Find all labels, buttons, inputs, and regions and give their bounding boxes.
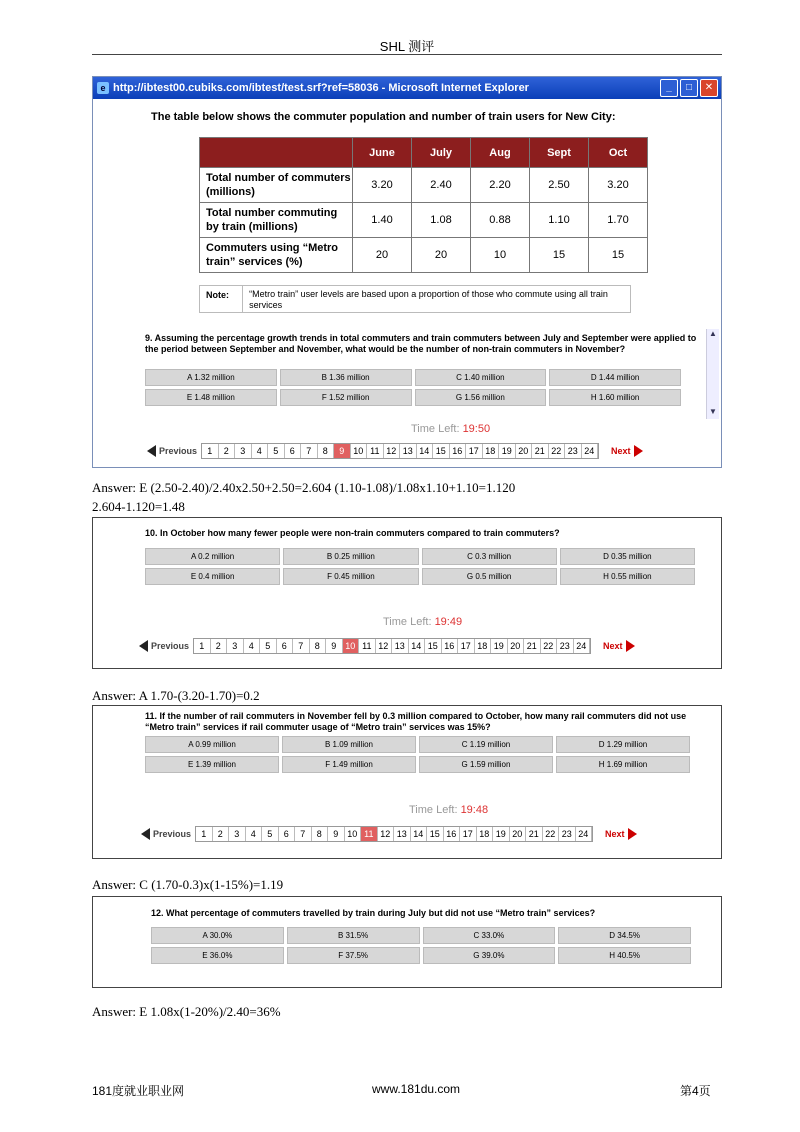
- page-numbers: [201, 443, 599, 459]
- month-header: Oct: [589, 138, 648, 168]
- table-note: [199, 285, 631, 313]
- time-left-label: Time Left:: [409, 804, 458, 816]
- answer-option[interactable]: C 1.40 million: [415, 369, 547, 386]
- page-number[interactable]: 4: [252, 444, 269, 458]
- q12-options: [151, 927, 691, 964]
- scroll-up-icon[interactable]: ▲: [709, 329, 717, 338]
- table-cell: 3.20: [589, 168, 648, 203]
- answer-option[interactable]: G 1.56 million: [415, 389, 547, 406]
- page-number[interactable]: 13: [394, 827, 411, 841]
- question-11-panel: [92, 705, 722, 859]
- answer-option[interactable]: D 34.5%: [558, 927, 691, 944]
- page-number[interactable]: 15: [427, 827, 444, 841]
- question-10: 10. In October how many fewer people were non-train commuters compared to train commuters?: [145, 528, 560, 538]
- next-button[interactable]: [611, 445, 643, 457]
- answer-option[interactable]: D 1.44 million: [549, 369, 681, 386]
- page-number[interactable]: 20: [508, 639, 525, 653]
- answer-option[interactable]: A 30.0%: [151, 927, 284, 944]
- row-label: Commuters using “Metro train” services (%): [200, 238, 353, 273]
- previous-button[interactable]: [141, 828, 191, 840]
- month-header: July: [412, 138, 471, 168]
- page-number[interactable]: 22: [541, 639, 558, 653]
- question-12: 12. What percentage of commuters travelled by train during July but did not use “Metro train” services?: [151, 908, 596, 918]
- table-cell: 0.88: [471, 203, 530, 238]
- note-text: “Metro train” user levels are based upon a proportion of those who commute using all train services: [249, 289, 608, 310]
- answer-option[interactable]: G 1.59 million: [419, 756, 553, 773]
- page-number[interactable]: 8: [318, 444, 335, 458]
- page-number[interactable]: 24: [574, 639, 591, 653]
- page-number[interactable]: 11: [361, 827, 378, 841]
- previous-label: Previous: [153, 829, 192, 839]
- ie-icon: e: [97, 82, 109, 94]
- close-button[interactable]: ✕: [700, 79, 718, 97]
- page-number[interactable]: 15: [433, 444, 450, 458]
- pager: [147, 443, 643, 459]
- answer-option[interactable]: C 0.3 million: [422, 548, 557, 565]
- minimize-button[interactable]: _: [660, 79, 678, 97]
- scrollbar[interactable]: [706, 329, 719, 419]
- question-12-panel: [92, 896, 722, 988]
- next-label: Next: [605, 829, 625, 839]
- page-numbers: [195, 826, 593, 842]
- page-number[interactable]: 14: [409, 639, 426, 653]
- page-number[interactable]: 23: [557, 639, 574, 653]
- next-label: Next: [611, 446, 631, 456]
- note-label: Note:: [200, 286, 243, 312]
- answer-option[interactable]: H 40.5%: [558, 947, 691, 964]
- page-number[interactable]: 11: [367, 444, 384, 458]
- page-number[interactable]: 13: [392, 639, 409, 653]
- page-number[interactable]: 10: [345, 827, 362, 841]
- table-corner: [200, 138, 353, 168]
- page-number[interactable]: 7: [295, 827, 312, 841]
- page-number[interactable]: 5: [268, 444, 285, 458]
- page-number[interactable]: 18: [475, 639, 492, 653]
- pager: [141, 826, 637, 842]
- page-number[interactable]: 7: [293, 639, 310, 653]
- q11-options: [145, 736, 690, 773]
- answer-option[interactable]: E 1.39 million: [145, 756, 279, 773]
- previous-arrow-icon: [139, 640, 148, 652]
- window-titlebar: [93, 77, 721, 99]
- page-number[interactable]: 8: [312, 827, 329, 841]
- page-number[interactable]: 22: [549, 444, 566, 458]
- table-cell: 10: [471, 238, 530, 273]
- next-arrow-icon: [628, 828, 637, 840]
- page-number[interactable]: 9: [326, 639, 343, 653]
- time-left-value: 19:48: [460, 804, 489, 816]
- table-cell: 2.20: [471, 168, 530, 203]
- answer-option[interactable]: B 0.25 million: [283, 548, 418, 565]
- table-cell: 1.70: [589, 203, 648, 238]
- page-number[interactable]: 12: [384, 444, 401, 458]
- page-number[interactable]: 19: [499, 444, 516, 458]
- answer-option[interactable]: F 0.45 million: [283, 568, 418, 585]
- page-header: SHL 测评: [379, 39, 435, 54]
- answer-option[interactable]: B 1.09 million: [282, 736, 416, 753]
- time-left-value: 19:49: [434, 616, 463, 628]
- answer-option[interactable]: D 0.35 million: [560, 548, 695, 565]
- table-cell: 20: [412, 238, 471, 273]
- previous-arrow-icon: [141, 828, 150, 840]
- page-number[interactable]: 9: [328, 827, 345, 841]
- table-intro: The table below shows the commuter population and number of train users for New City:: [151, 111, 616, 123]
- page-number[interactable]: 15: [425, 639, 442, 653]
- page-numbers: [193, 638, 591, 654]
- time-left: [383, 616, 462, 628]
- footer-center: www.181du.com: [372, 1082, 461, 1096]
- page-number[interactable]: 13: [400, 444, 417, 458]
- answer-option[interactable]: F 1.52 million: [280, 389, 412, 406]
- answer-option[interactable]: C 1.19 million: [419, 736, 553, 753]
- browser-window: [92, 76, 722, 468]
- next-arrow-icon: [634, 445, 643, 457]
- page-number[interactable]: 24: [576, 827, 593, 841]
- page-number[interactable]: 12: [378, 827, 395, 841]
- table-cell: 15: [530, 238, 589, 273]
- time-left-label: Time Left:: [383, 616, 432, 628]
- table-cell: 1.40: [353, 203, 412, 238]
- page-number[interactable]: 2: [211, 639, 228, 653]
- table-cell: 20: [353, 238, 412, 273]
- answer-option[interactable]: G 0.5 million: [422, 568, 557, 585]
- page-number[interactable]: 17: [466, 444, 483, 458]
- page-number[interactable]: 5: [262, 827, 279, 841]
- page-number[interactable]: 23: [559, 827, 576, 841]
- month-header: June: [353, 138, 412, 168]
- answer-12: Answer: E 1.08x(1-20%)/2.40=36%: [92, 1004, 281, 1019]
- page-number[interactable]: 5: [260, 639, 277, 653]
- answer-option[interactable]: E 0.4 million: [145, 568, 280, 585]
- page-number[interactable]: 7: [301, 444, 318, 458]
- scroll-down-icon[interactable]: ▼: [709, 407, 717, 416]
- page-number[interactable]: 17: [460, 827, 477, 841]
- page-number[interactable]: 10: [351, 444, 368, 458]
- page-number[interactable]: 19: [493, 827, 510, 841]
- answer-option[interactable]: A 1.32 million: [145, 369, 277, 386]
- page-number[interactable]: 12: [376, 639, 393, 653]
- table-cell: 1.10: [530, 203, 589, 238]
- time-left-label: Time Left:: [411, 423, 460, 435]
- page-number[interactable]: 1: [202, 444, 219, 458]
- page-number[interactable]: 6: [277, 639, 294, 653]
- answer-option[interactable]: F 1.49 million: [282, 756, 416, 773]
- page-number[interactable]: 6: [285, 444, 302, 458]
- answer-9-line1: Answer: E (2.50-2.40)/2.40x2.50+2.50=2.604 (1.10-1.08)/1.08x1.10+1.10=1.120: [92, 480, 516, 495]
- page-number[interactable]: 19: [491, 639, 508, 653]
- answer-option[interactable]: C 33.0%: [423, 927, 556, 944]
- page-number[interactable]: 4: [246, 827, 263, 841]
- page-number[interactable]: 3: [227, 639, 244, 653]
- page-number[interactable]: 2: [219, 444, 236, 458]
- page-number[interactable]: 3: [235, 444, 252, 458]
- page-number[interactable]: 11: [359, 639, 376, 653]
- pager: [139, 638, 635, 654]
- answer-option[interactable]: G 39.0%: [423, 947, 556, 964]
- table-cell: 2.40: [412, 168, 471, 203]
- q10-options: [145, 548, 695, 585]
- row-label: Total number of commuters (millions): [200, 168, 353, 203]
- answer-option[interactable]: E 36.0%: [151, 947, 284, 964]
- page-number[interactable]: 21: [526, 827, 543, 841]
- previous-button[interactable]: [147, 445, 197, 457]
- page-number[interactable]: 22: [543, 827, 560, 841]
- month-header: Sept: [530, 138, 589, 168]
- page-number[interactable]: 9: [334, 444, 351, 458]
- page-number[interactable]: 3: [229, 827, 246, 841]
- month-header: Aug: [471, 138, 530, 168]
- page-number[interactable]: 14: [411, 827, 428, 841]
- answer-option[interactable]: H 1.69 million: [556, 756, 690, 773]
- question-10-panel: [92, 517, 722, 669]
- answer-option[interactable]: F 37.5%: [287, 947, 420, 964]
- page-number[interactable]: 8: [310, 639, 327, 653]
- next-label: Next: [603, 641, 623, 651]
- table-cell: 2.50: [530, 168, 589, 203]
- question-11: 11. If the number of rail commuters in November fell by 0.3 million compared to October, how many rail commuters did not use “Metro train” services if rail commuter usage of “Metro train” services was 15%?: [145, 711, 687, 732]
- previous-label: Previous: [151, 641, 190, 651]
- answer-option[interactable]: B 31.5%: [287, 927, 420, 944]
- page-number[interactable]: 18: [483, 444, 500, 458]
- footer-right: 第4页: [680, 1084, 711, 1098]
- answer-option[interactable]: H 0.55 million: [560, 568, 695, 585]
- commuter-table: [199, 137, 648, 273]
- answer-option[interactable]: A 0.2 million: [145, 548, 280, 565]
- time-left-value: 19:50: [462, 423, 491, 435]
- time-left: [411, 423, 490, 435]
- answer-11: Answer: C (1.70-0.3)x(1-15%)=1.19: [92, 877, 284, 892]
- page-number[interactable]: 10: [343, 639, 360, 653]
- next-button[interactable]: [605, 828, 637, 840]
- page-number[interactable]: 20: [510, 827, 527, 841]
- row-label: Total number commuting by train (millions): [200, 203, 353, 238]
- page-number[interactable]: 2: [213, 827, 230, 841]
- answer-option[interactable]: A 0.99 million: [145, 736, 279, 753]
- page-number[interactable]: 20: [516, 444, 533, 458]
- answer-10: Answer: A 1.70-(3.20-1.70)=0.2: [92, 688, 260, 703]
- answer-option[interactable]: E 1.48 million: [145, 389, 277, 406]
- previous-button[interactable]: [139, 640, 189, 652]
- next-arrow-icon: [626, 640, 635, 652]
- page-number[interactable]: 24: [582, 444, 599, 458]
- table-cell: 15: [589, 238, 648, 273]
- page-number[interactable]: 1: [196, 827, 213, 841]
- page-number[interactable]: 21: [524, 639, 541, 653]
- next-button[interactable]: [603, 640, 635, 652]
- table-cell: 1.08: [412, 203, 471, 238]
- page-number[interactable]: 23: [565, 444, 582, 458]
- previous-arrow-icon: [147, 445, 156, 457]
- answer-option[interactable]: B 1.36 million: [280, 369, 412, 386]
- q9-options: [145, 369, 681, 406]
- answer-option[interactable]: D 1.29 million: [556, 736, 690, 753]
- answer-option[interactable]: H 1.60 million: [549, 389, 681, 406]
- maximize-button[interactable]: □: [680, 79, 698, 97]
- page-number[interactable]: 16: [442, 639, 459, 653]
- previous-label: Previous: [159, 446, 198, 456]
- time-left: [409, 804, 488, 816]
- page-number[interactable]: 16: [450, 444, 467, 458]
- header-divider: [92, 54, 722, 55]
- footer-left: 181度就业职业网: [92, 1084, 185, 1098]
- question-9: 9. Assuming the percentage growth trends in total commuters and train commuters between July and September were applied to the period between September and November, what would be the number of non-train commuters in November?: [145, 333, 697, 354]
- page-number[interactable]: 16: [444, 827, 461, 841]
- page-number[interactable]: 17: [458, 639, 475, 653]
- page-number[interactable]: 1: [194, 639, 211, 653]
- page-number[interactable]: 21: [532, 444, 549, 458]
- table-cell: 3.20: [353, 168, 412, 203]
- page-number[interactable]: 4: [244, 639, 261, 653]
- page-number[interactable]: 14: [417, 444, 434, 458]
- page-number[interactable]: 18: [477, 827, 494, 841]
- window-title: http://ibtest00.cubiks.com/ibtest/test.srf?ref=58036 - Microsoft Internet Explorer: [113, 82, 529, 94]
- answer-9-line2: 2.604-1.120=1.48: [92, 499, 185, 514]
- page-number[interactable]: 6: [279, 827, 296, 841]
